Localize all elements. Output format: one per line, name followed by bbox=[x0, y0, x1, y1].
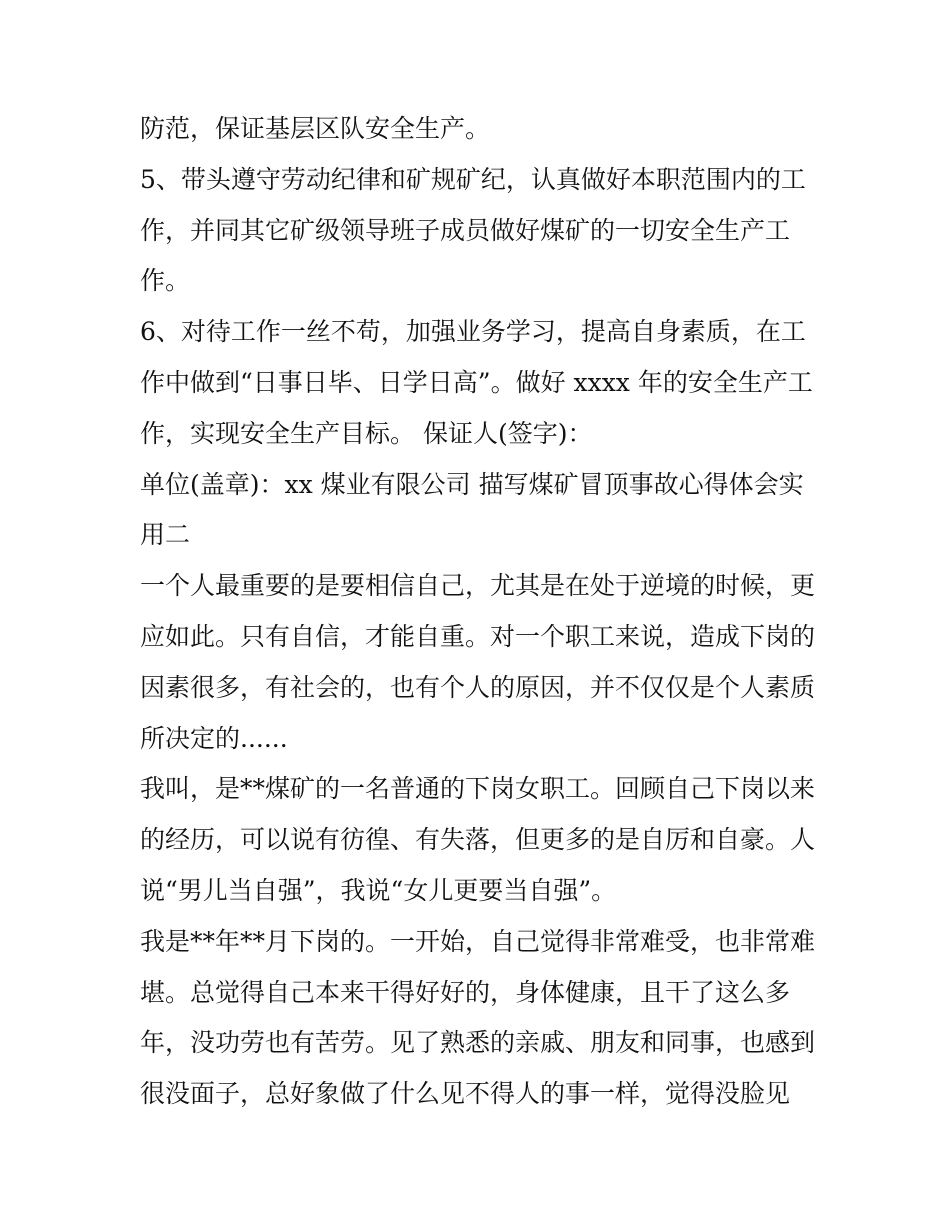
text-line: 作中做到“日事日毕、日学日高”。做好 xxxx 年的安全生产工 bbox=[140, 367, 813, 397]
text-line: 一个人最重要的是要相信自己，尤其是在处于逆境的时候，更 bbox=[140, 571, 816, 601]
text-line: 5、带头遵守劳动纪律和矿规矿纪，认真做好本职范围内的工 bbox=[140, 164, 806, 194]
text-line: 堪。总觉得自己本来干得好好的，身体健康，且干了这么多 bbox=[140, 977, 791, 1007]
text-line: 我是**年**月下岗的。一开始，自己觉得非常难受，也非常难 bbox=[140, 926, 816, 956]
text-line: 所决定的...... bbox=[140, 723, 288, 753]
text-line: 的经历，可以说有彷徨、有失落，但更多的是自厉和自豪。人 bbox=[140, 825, 816, 855]
text-line: 作，实现安全生产目标。 保证人(签字)： bbox=[140, 418, 593, 448]
text-line: 应如此。只有自信，才能自重。对一个职工来说，造成下岗的 bbox=[140, 621, 816, 651]
text-line: 防范，保证基层区队安全生产。 bbox=[140, 114, 491, 143]
text-line: 单位(盖章)：xx 煤业有限公司 描写煤矿冒顶事故心得体会实 bbox=[140, 469, 804, 499]
text-line: 说“男儿当自强”，我说“女儿更要当自强”。 bbox=[140, 875, 617, 905]
text-line: 因素很多，有社会的，也有个人的原因，并不仅仅是个人素质 bbox=[140, 672, 816, 702]
text-line: 6、对待工作一丝不苟，加强业务学习，提高自身素质，在工 bbox=[140, 317, 806, 347]
document-body bbox=[140, 104, 830, 1120]
text-line: 作，并同其它矿级领导班子成员做好煤矿的一切安全生产工 bbox=[140, 215, 791, 245]
text-line: 用二 bbox=[140, 520, 191, 550]
text-line: 作。 bbox=[140, 266, 191, 296]
text-line: 年，没功劳也有苦劳。见了熟悉的亲戚、朋友和同事，也感到 bbox=[140, 1028, 816, 1058]
text-line: 很没面子，总好象做了什么见不得人的事一样，觉得没脸见 bbox=[140, 1079, 791, 1109]
text-line: 我叫，是**煤矿的一名普通的下岗女职工。回顾自己下岗以来 bbox=[140, 774, 816, 804]
